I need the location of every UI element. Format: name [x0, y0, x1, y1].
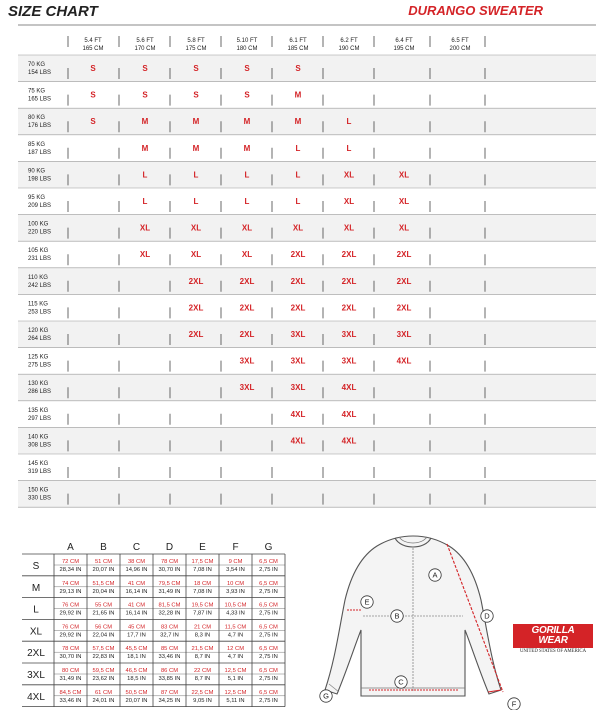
measurement-in: 8,7 IN [194, 654, 211, 661]
page-title: SIZE CHART [8, 3, 98, 20]
size-cell: L [142, 197, 148, 206]
measurement-cm: 57,5 CM [92, 646, 115, 653]
measurement-cm: 9 CM [228, 559, 243, 565]
measurement-cm: 6,5 CM [259, 559, 278, 565]
measurement-in: 33,46 IN [158, 654, 181, 661]
measurement-cm: 56 CM [94, 624, 113, 631]
measurement-in: 2,75 IN [259, 632, 278, 639]
measurement-cm: 41 CM [127, 602, 146, 609]
logo-line-2: WEAR [538, 635, 568, 646]
measurement-cm: 83 CM [160, 624, 179, 631]
measurement-in: 16,14 IN [125, 610, 148, 617]
size-cell: 2XL [290, 303, 306, 313]
size-cell: XL [139, 250, 151, 260]
size-cell: S [295, 64, 301, 73]
weight-lbs-label: 231 LBS [28, 256, 52, 263]
weight-kg-label: 100 KG [28, 221, 49, 228]
measurement-in: 7,87 IN [193, 610, 212, 617]
measurement-cm: 18 CM [193, 580, 212, 587]
logo-tagline: UNITED STATES OF AMERICA [519, 649, 587, 654]
size-cell: L [346, 117, 352, 127]
size-cell: 2XL [290, 276, 306, 286]
measurement-in: 8,7 IN [194, 676, 211, 682]
measurement-cm: 10,5 CM [224, 602, 247, 609]
measurement-cm: 78 CM [160, 559, 179, 565]
measurement-in: 7,08 IN [193, 567, 212, 573]
measurement-cm: 55 CM [94, 602, 113, 609]
row-band [18, 161, 596, 188]
measurement-in: 29,92 IN [59, 610, 82, 617]
measurement-in: 20,07 IN [92, 567, 115, 573]
measurement-cm: 46,5 CM [125, 668, 148, 674]
diagram-marker-label: B [394, 611, 400, 621]
size-cell: 4XL [290, 409, 306, 419]
weight-lbs-label: 308 LBS [28, 442, 52, 449]
measurement-in: 5,11 IN [226, 697, 245, 704]
measurement-in: 2,75 IN [259, 610, 278, 617]
size-cell: XL [190, 250, 202, 260]
measurement-in: 2,75 IN [259, 676, 278, 682]
measurement-col-header: D [165, 542, 174, 553]
size-cell: 3XL [290, 356, 306, 366]
measurement-in: 22,04 IN [92, 632, 115, 639]
size-cell: XL [139, 223, 151, 233]
measurement-cm: 74 CM [61, 580, 80, 587]
measurement-cm: 17,5 CM [191, 559, 214, 565]
measurement-cm: 80 CM [61, 668, 80, 674]
weight-kg-label: 130 KG [28, 381, 49, 388]
size-cell: 2XL [341, 250, 357, 260]
size-cell: 4XL [341, 383, 357, 393]
measurement-in: 4,7 IN [227, 654, 244, 661]
row-band [18, 427, 596, 454]
measurement-in: 32,7 IN [160, 632, 179, 639]
weight-kg-label: 75 KG [28, 88, 46, 95]
measurement-col-header: F [232, 542, 239, 553]
measurement-size-label: M [31, 582, 41, 594]
size-cell: 2XL [396, 303, 412, 313]
measurement-cm: 6,5 CM [259, 602, 278, 609]
height-ft-label: 6.2 FT [340, 38, 358, 44]
size-cell: XL [343, 223, 355, 233]
measurement-col-header: A [67, 542, 74, 553]
weight-lbs-label: 209 LBS [28, 203, 52, 209]
size-cell: L [244, 170, 250, 180]
size-cell: 3XL [396, 330, 412, 339]
measurement-cm: 6,5 CM [259, 668, 278, 674]
weight-lbs-label: 264 LBS [28, 336, 52, 342]
diagram-marker-label: A [432, 570, 438, 580]
measurement-in: 29,92 IN [59, 632, 82, 639]
size-cell: L [295, 170, 301, 180]
size-cell: 2XL [290, 250, 306, 260]
measurement-cm: 59,5 CM [92, 668, 115, 674]
measurement-in: 21,65 IN [92, 610, 115, 617]
row-band [18, 481, 596, 508]
measurement-size-label: 2XL [27, 648, 45, 660]
measurement-cm: 45 CM [127, 624, 146, 631]
size-cell: XL [292, 223, 304, 233]
size-cell: 2XL [341, 276, 357, 286]
size-cell: 4XL [341, 436, 357, 446]
size-cell: 3XL [290, 330, 306, 339]
row-band [18, 55, 596, 82]
size-cell: S [142, 64, 148, 73]
size-cell: L [295, 143, 301, 153]
measurement-in: 9,05 IN [193, 697, 212, 704]
size-cell: S [90, 90, 96, 100]
size-cell: L [193, 197, 199, 206]
size-cell: XL [343, 197, 355, 206]
size-cell: S [193, 64, 199, 73]
weight-kg-label: 145 KG [28, 461, 49, 467]
weight-kg-label: 90 KG [28, 168, 46, 175]
measurement-in: 16,14 IN [125, 588, 148, 595]
measurement-in: 31,49 IN [158, 588, 181, 595]
measurement-cm: 12,5 CM [224, 668, 247, 674]
weight-kg-label: 95 KG [28, 195, 46, 201]
measurement-cm: 11,5 CM [224, 624, 247, 631]
diagram-marker-label: E [364, 597, 370, 607]
measurement-cm: 61 CM [94, 689, 113, 696]
weight-kg-label: 140 KG [28, 434, 49, 441]
measurement-col-header: B [100, 542, 107, 553]
logo-line-1: GORILLA [531, 625, 575, 636]
size-cell: S [193, 90, 199, 100]
size-cell: XL [398, 197, 410, 206]
weight-kg-label: 150 KG [28, 487, 49, 494]
measurement-in: 18,1 IN [127, 654, 146, 661]
measurement-in: 14,96 IN [125, 567, 148, 573]
height-cm-label: 170 CM [134, 46, 156, 52]
height-cm-label: 200 CM [449, 46, 471, 52]
measurement-in: 2,75 IN [259, 697, 278, 704]
size-cell: 2XL [341, 303, 357, 313]
measurement-in: 2,75 IN [259, 588, 278, 595]
size-cell: 2XL [239, 303, 255, 313]
measurement-in: 5,1 IN [227, 676, 244, 682]
product-title: DURANGO SWEATER [408, 3, 543, 18]
logo-wordmark [513, 624, 593, 648]
size-cell: L [193, 170, 199, 180]
diagram-marker-label: G [323, 691, 329, 701]
weight-lbs-label: 275 LBS [28, 362, 52, 369]
measurement-cm: 84,5 CM [59, 689, 82, 696]
measurement-col-header: G [264, 542, 273, 553]
weight-lbs-label: 319 LBS [28, 469, 52, 475]
measurement-cm: 76 CM [61, 602, 80, 609]
size-cell: XL [190, 223, 202, 233]
weight-kg-label: 120 KG [28, 328, 49, 334]
size-cell: 3XL [290, 383, 306, 393]
measurement-cm: 10 CM [226, 580, 245, 587]
measurement-cm: 72 CM [61, 559, 80, 565]
measurement-cm: 19,5 CM [191, 602, 214, 609]
size-cell: M [192, 143, 200, 153]
measurement-col-header: E [199, 542, 206, 553]
size-cell: M [141, 143, 149, 153]
height-cm-label: 190 CM [338, 46, 360, 52]
measurement-size-label: XL [29, 626, 43, 638]
measurement-in: 33,85 IN [158, 676, 181, 682]
measurement-cm: 22 CM [193, 668, 212, 674]
measurement-in: 31,49 IN [59, 676, 82, 682]
height-ft-label: 6.4 FT [395, 38, 413, 44]
measurement-in: 30,70 IN [59, 654, 82, 661]
measurement-in: 28,34 IN [59, 567, 82, 573]
size-cell: 2XL [188, 330, 204, 339]
measurement-cm: 45,5 CM [125, 646, 148, 653]
measurement-cm: 6,5 CM [259, 689, 278, 696]
measurement-in: 2,75 IN [259, 654, 278, 661]
measurement-in: 22,83 IN [92, 654, 115, 661]
size-cell: XL [398, 170, 410, 180]
weight-kg-label: 135 KG [28, 407, 49, 414]
size-cell: 2XL [396, 276, 412, 286]
height-ft-label: 5.4 FT [84, 38, 102, 44]
measurement-cm: 21 CM [193, 624, 212, 631]
size-cell: 2XL [239, 330, 255, 339]
measurement-table [22, 537, 284, 709]
size-cell: L [142, 170, 148, 180]
measurement-in: 29,13 IN [59, 588, 82, 595]
weight-lbs-label: 220 LBS [28, 229, 52, 236]
height-ft-label: 6.5 FT [451, 38, 469, 44]
size-cell: XL [398, 223, 410, 233]
diagram-marker-label: F [511, 699, 517, 709]
measurement-in: 33,46 IN [59, 697, 82, 704]
measurement-size-label: L [33, 604, 39, 616]
size-cell: 3XL [341, 330, 357, 339]
size-cell: M [243, 143, 251, 153]
measurement-in: 23,62 IN [92, 676, 115, 682]
measurement-cm: 22,5 CM [191, 689, 214, 696]
diagram-marker-label: C [398, 677, 404, 687]
size-cell: 2XL [188, 276, 204, 286]
measurement-in: 7,08 IN [193, 588, 212, 595]
measurement-cm: 50,5 CM [125, 689, 148, 696]
measurement-cm: 12 CM [226, 646, 245, 653]
size-cell: XL [343, 170, 355, 180]
row-band [18, 321, 596, 348]
measurement-cm: 12,5 CM [224, 689, 247, 696]
size-cell: L [346, 143, 352, 153]
weight-lbs-label: 253 LBS [28, 309, 52, 316]
measurement-cm: 51 CM [94, 559, 113, 565]
height-cm-label: 180 CM [236, 46, 258, 52]
measurement-in: 2,75 IN [259, 567, 278, 573]
size-cell: S [142, 90, 148, 100]
size-cell: 3XL [239, 356, 255, 366]
weight-kg-label: 105 KG [28, 248, 49, 255]
measurement-in: 32,28 IN [158, 610, 181, 617]
size-cell: XL [241, 223, 253, 233]
size-cell: M [294, 90, 302, 100]
size-cell: S [244, 64, 250, 73]
measurement-in: 30,70 IN [158, 567, 181, 573]
measurement-cm: 78 CM [61, 646, 80, 653]
measurement-cm: 6,5 CM [259, 646, 278, 653]
measurement-cm: 81,5 CM [158, 602, 181, 609]
brand-logo [513, 624, 593, 654]
measurement-cm: 79,5 CM [158, 580, 181, 587]
measurement-in: 24,01 IN [92, 697, 115, 704]
measurement-cm: 41 CM [127, 580, 146, 587]
weight-lbs-label: 242 LBS [28, 282, 52, 289]
measurement-cm: 6,5 CM [259, 624, 278, 631]
size-cell: 2XL [239, 276, 255, 286]
weight-kg-label: 80 KG [28, 115, 46, 122]
size-cell: M [243, 117, 251, 127]
size-cell: 4XL [290, 436, 306, 446]
size-cell: 2XL [396, 250, 412, 260]
row-band [18, 374, 596, 401]
height-cm-label: 195 CM [393, 46, 415, 52]
weight-kg-label: 125 KG [28, 354, 49, 361]
measurement-cm: 21,5 CM [191, 646, 214, 653]
size-cell: L [244, 197, 250, 206]
size-cell: L [295, 197, 301, 206]
measurement-in: 3,93 IN [226, 588, 245, 595]
measurement-in: 20,07 IN [125, 697, 148, 704]
size-cell: S [90, 64, 96, 73]
measurement-cm: 76 CM [61, 624, 80, 631]
size-cell: S [90, 117, 96, 127]
row-band [18, 215, 596, 242]
height-cm-label: 185 CM [287, 46, 309, 52]
measurement-in: 4,7 IN [227, 632, 244, 639]
size-cell: XL [241, 250, 253, 260]
size-cell: S [244, 90, 250, 100]
weight-lbs-label: 286 LBS [28, 389, 52, 396]
weight-lbs-label: 165 LBS [28, 96, 52, 103]
measurement-cm: 6,5 CM [259, 580, 278, 587]
measurement-cm: 85 CM [160, 646, 179, 653]
row-band [18, 268, 596, 295]
measurement-cm: 51,5 CM [92, 580, 115, 587]
weight-lbs-label: 330 LBS [28, 495, 52, 502]
weight-lbs-label: 198 LBS [28, 176, 52, 183]
height-cm-label: 175 CM [185, 46, 207, 52]
measurement-in: 3,54 IN [226, 567, 245, 573]
size-cell: 3XL [239, 383, 255, 393]
size-cell: M [192, 117, 200, 127]
measurement-size-label: S [32, 561, 40, 572]
sweater-diagram [315, 520, 515, 710]
measurement-cm: 86 CM [160, 668, 179, 674]
measurement-cm: 87 CM [160, 689, 179, 696]
size-cell: 4XL [341, 409, 357, 419]
height-ft-label: 6.1 FT [289, 38, 307, 44]
measurement-col-header: C [132, 542, 141, 553]
measurement-size-label: 4XL [27, 691, 45, 703]
weight-lbs-label: 154 LBS [28, 70, 52, 76]
measurement-cm: 38 CM [127, 559, 146, 565]
weight-kg-label: 110 KG [28, 274, 48, 281]
measurement-in: 34,25 IN [158, 697, 181, 704]
measurement-in: 4,33 IN [226, 610, 245, 617]
measurement-in: 18,5 IN [127, 676, 146, 682]
weight-lbs-label: 176 LBS [28, 123, 52, 130]
size-cell: M [294, 117, 302, 127]
weight-lbs-label: 187 LBS [28, 149, 52, 156]
weight-kg-label: 115 KG [28, 301, 48, 308]
measurement-in: 17,7 IN [127, 632, 146, 639]
size-cell: 3XL [341, 356, 357, 366]
height-ft-label: 5.8 FT [187, 38, 205, 44]
height-ft-label: 5.6 FT [136, 38, 154, 44]
measurement-in: 20,04 IN [92, 588, 115, 595]
weight-lbs-label: 297 LBS [28, 415, 52, 422]
height-cm-label: 165 CM [82, 46, 104, 52]
weight-kg-label: 70 KG [28, 62, 46, 68]
weight-kg-label: 85 KG [28, 141, 46, 148]
row-band [18, 108, 596, 135]
height-ft-label: 5.10 FT [236, 38, 258, 44]
size-cell: M [141, 117, 149, 127]
measurement-size-label: 3XL [27, 670, 45, 681]
diagram-marker-label: D [484, 611, 490, 621]
size-cell: 2XL [188, 303, 204, 313]
measurement-in: 8,3 IN [194, 632, 211, 639]
size-cell: 4XL [396, 356, 412, 366]
